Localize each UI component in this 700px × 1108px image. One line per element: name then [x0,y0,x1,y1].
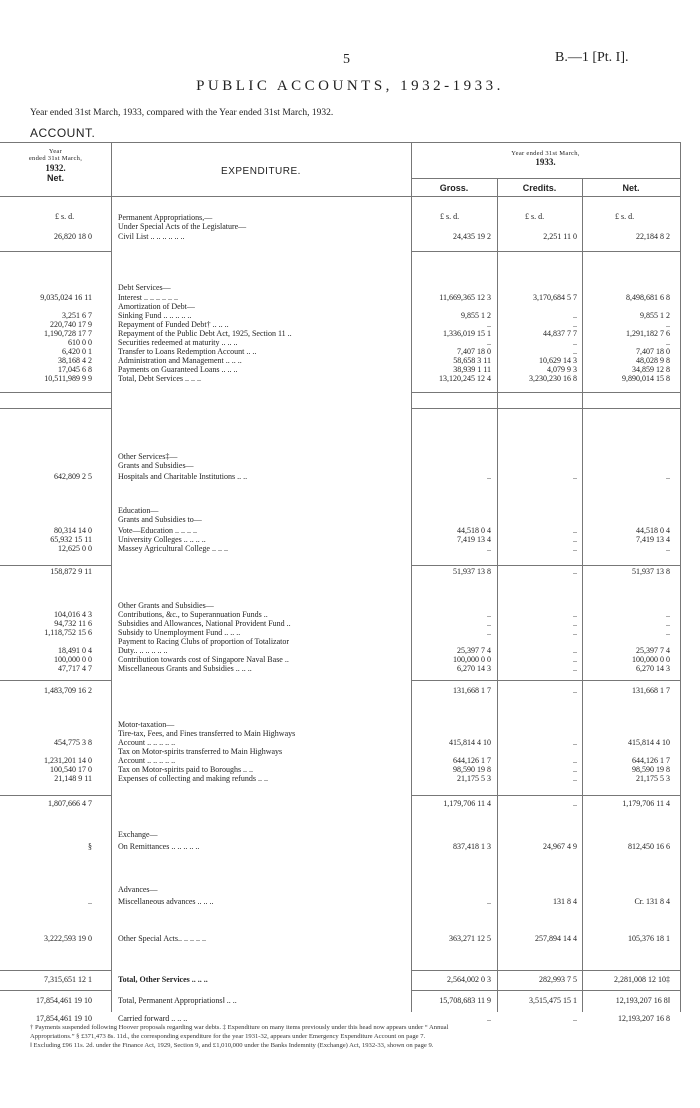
table-top-rule [0,142,680,143]
cell-net: 7,419 13 4 [636,535,670,544]
cell-desc: Miscellaneous advances .. .. .. [118,897,214,906]
cell-gross: .. [487,610,491,619]
cell-credits: 10,629 14 3 [539,356,577,365]
subtotal-rule [411,408,680,409]
cell-desc: Under Special Acts of the Legislature— [118,222,247,231]
cell-credits: .. [573,686,577,695]
cell-desc: Grants and Subsidies to— [118,515,202,524]
cell-net: 51,937 13 8 [632,567,670,576]
cell-gross: 837,418 1 3 [453,842,491,851]
cell-prev: 18,491 0 4 [58,646,92,655]
column-divider [111,142,112,1012]
cell-credits: .. [573,756,577,765]
total-rule [411,970,680,971]
cell-credits: .. [573,338,577,347]
cell-gross: .. [487,338,491,347]
table-row [0,472,700,482]
table-row [0,1014,700,1024]
subtotal-rule [411,392,680,393]
cell-prev: 38,168 4 2 [58,356,92,365]
cell-desc: Interest .. .. .. .. .. .. [118,293,178,302]
cell-prev: 642,809 2 5 [54,472,92,481]
credits-header: Credits. [522,183,557,193]
cell-credits: .. [573,646,577,655]
page-subtitle: Year ended 31st March, 1933, compared with the Year ended 31st March, 1932. [30,108,334,118]
cell-gross: 13,120,245 12 4 [439,374,491,383]
cell-prev: 10,511,989 9 9 [44,374,92,383]
cell-gross: 24,435 19 2 [453,232,491,241]
current-year-label-a: Year ended 31st March, [511,150,580,157]
cell-prev: .. [88,897,92,906]
cell-net: 9,855 1 2 [640,311,670,320]
table-row [0,544,700,554]
cell-gross: 363,271 12 5 [449,934,491,943]
cell-credits: 282,993 7 5 [539,975,577,984]
header-rule-current-year [411,178,680,179]
cell-desc: Sinking Fund .. .. .. .. .. [118,311,192,320]
cell-desc: Tire-tax, Fees, and Fines transferred to Main Highways [118,729,296,738]
cell-desc: Repayment of the Public Debt Act, 1925, Section 11 .. [118,329,292,338]
cell-desc: Other Grants and Subsidies— [118,601,214,610]
cell-net: 2,281,008 12 10‡ [614,975,670,984]
group-rule [0,251,111,252]
table-row [0,232,700,242]
cell-desc: Tax on Motor-spirits paid to Boroughs .. .. [118,765,254,774]
cell-desc: Payment to Racing Clubs of proportion of Totalizator [118,637,290,646]
cell-net: 21,175 5 3 [636,774,670,783]
cell-desc: Debt Services— [118,283,171,292]
cell-net: .. [666,544,670,553]
cell-desc: Civil List .. .. .. .. .. .. [118,232,185,241]
prev-year-label-a: Year [48,148,63,155]
cell-credits: .. [573,765,577,774]
cell-credits: 3,230,230 16 8 [529,374,577,383]
cell-prev: 3,222,593 19 0 [44,934,92,943]
cell-net: 100,000 0 0 [632,655,670,664]
table-row [0,975,700,985]
subtotal-rule [0,408,111,409]
total-rule [411,990,680,991]
cell-desc: Account .. .. .. .. .. [118,756,176,765]
cell-net: 44,518 0 4 [636,526,670,535]
cell-net: 12,193,207 16 8 [618,1014,670,1023]
cell-credits: .. [573,628,577,637]
cell-desc: Duty.. .. .. .. .. .. [118,646,168,655]
cell-net: 98,590 19 8 [632,765,670,774]
cell-net: 9,890,014 15 8 [622,374,670,383]
cell-gross: 1,179,706 11 4 [443,799,491,808]
cell-credits: .. [573,567,577,576]
cell-gross: 15,708,683 11 9 [439,996,491,1005]
document-reference: B.—1 [Pt. I]. [555,50,629,65]
cell-desc: Securities redeemed at maturity .. .. .. [118,338,238,347]
cell-gross: .. [487,320,491,329]
cell-prev: 12,625 0 0 [58,544,92,553]
cell-desc: Administration and Management .. .. .. [118,356,242,365]
cell-gross: 644,126 1 7 [453,756,491,765]
cell-net: 12,193,207 16 8‖ [615,996,670,1005]
cell-prev: 1,190,728 17 7 [44,329,92,338]
cell-credits: .. [573,799,577,808]
cell-desc: Exchange— [118,830,158,839]
footnote-3: ‖ Excluding £96 11s. 2d. under the Finance Act, 1929, Section 9, and £1,010,000 under the Banks Indemnity (Exchange) Act, 1932-33, shown on page 9. [30,1042,434,1049]
cell-prev: 7,315,651 12 1 [44,975,92,984]
cell-desc: Account .. .. .. .. .. [118,738,176,747]
cell-prev: 21,148 9 11 [54,774,92,783]
table-row [0,374,700,384]
table-row [0,461,700,471]
cell-credits: 44,837 7 7 [543,329,577,338]
cell-gross: 131,668 1 7 [453,686,491,695]
prev-year-label-b: ended 31st March, [28,155,83,163]
cell-desc: Other Services‡— [118,452,178,461]
cell-net: 415,814 4 10 [628,738,670,747]
cell-desc: Miscellaneous Grants and Subsidies .. .. .. [118,664,252,673]
subtotal-rule [411,565,680,566]
cell-prev: 100,540 17 0 [50,765,92,774]
footnote-1: † Payments suspended following Hoover proposals regarding war debts. ‡ Expenditure on many items previously under this head now appears under “ Annual [30,1024,449,1031]
cell-desc: On Remittances .. .. .. .. .. [118,842,200,851]
current-year-label-b: 1933. [535,157,556,168]
cell-prev: 454,775 3 8 [54,738,92,747]
table-row [0,996,700,1006]
table-row [0,934,700,944]
cell-gross: 44,518 0 4 [457,526,491,535]
cell-credits: 3,515,475 15 1 [529,996,577,1005]
cell-desc: Contributions, &c., to Superannuation Funds .. [118,610,268,619]
cell-net: .. [666,619,670,628]
cell-net: 644,126 1 7 [632,756,670,765]
units-gross: £ s. d. [440,212,460,221]
cell-prev: 1,118,752 15 6 [44,628,92,637]
cell-credits: .. [573,544,577,553]
cell-prev: 17,854,461 19 10 [36,1014,92,1023]
cell-gross: 2,564,002 0 3 [447,975,491,984]
cell-credits: .. [573,1014,577,1023]
cell-credits: .. [573,738,577,747]
subtotal-rule [0,392,111,393]
table-row [0,664,700,674]
footnote-2: Appropriations.” § £371,473 8s. 11d., the corresponding expenditure for the year 1931-32, appears under Emergency Expenditure Account on page 7. [30,1033,426,1040]
cell-prev: 1,231,201 14 0 [44,756,92,765]
subtotal-rule [411,795,680,796]
total-rule [0,990,111,991]
table-row [0,842,700,852]
cell-prev: 100,000 0 0 [54,655,92,664]
cell-prev: 17,854,461 19 10 [36,996,92,1005]
prev-year-header [0,148,111,184]
cell-gross: 21,175 5 3 [457,774,491,783]
cell-gross: 9,855 1 2 [461,311,491,320]
table-row [0,897,700,907]
cell-net: .. [666,472,670,481]
cell-credits: 257,894 14 4 [535,934,577,943]
cell-net: 1,179,706 11 4 [622,799,670,808]
cell-desc: Motor-taxation— [118,720,175,729]
subtotal-rule [411,680,680,681]
cell-prev: 17,045 6 8 [58,365,92,374]
cell-desc: Education— [118,506,159,515]
cell-prev: 65,932 15 11 [50,535,92,544]
cell-net: 7,407 18 0 [636,347,670,356]
cell-net: 105,376 18 1 [628,934,670,943]
units-prev: £ s. d. [55,212,75,221]
cell-credits: 24,967 4 9 [543,842,577,851]
cell-credits: 2,251 11 0 [543,232,577,241]
cell-gross: 58,658 3 11 [453,356,491,365]
page-title: PUBLIC ACCOUNTS, 1932-1933. [196,78,504,94]
cell-desc: Massey Agricultural College .. .. .. [118,544,228,553]
cell-desc: Repayment of Funded Debt† .. .. .. [118,320,229,329]
table-row [0,830,700,840]
cell-gross: .. [487,1014,491,1023]
cell-net: .. [666,610,670,619]
cell-desc: Total, Other Services .. .. .. [118,975,208,984]
expenditure-header: EXPENDITURE. [221,166,301,177]
cell-credits: .. [573,619,577,628]
cell-credits: 131 8 4 [553,897,577,906]
table-row [0,283,700,293]
net-header: Net. [622,183,640,193]
cell-desc: Tax on Motor-spirits transferred to Main Highways [118,747,283,756]
cell-net: Cr. 131 8 4 [634,897,670,906]
subtotal-rule [0,565,111,566]
cell-credits: .. [573,535,577,544]
cell-desc: Contribution towards cost of Singapore Naval Base .. [118,655,289,664]
cell-credits: .. [573,774,577,783]
cell-gross: 98,590 19 8 [453,765,491,774]
cell-credits: .. [573,347,577,356]
cell-gross: 100,000 0 0 [453,655,491,664]
cell-prev: 94,732 11 6 [54,619,92,628]
cell-credits: .. [573,472,577,481]
table-row [0,567,700,577]
cell-net: .. [666,338,670,347]
cell-desc: Grants and Subsidies— [118,461,194,470]
cell-prev: 3,251 6 7 [62,311,92,320]
cell-credits: .. [573,311,577,320]
cell-credits: .. [573,664,577,673]
cell-gross: .. [487,628,491,637]
cell-credits: .. [573,655,577,664]
cell-desc: Total, Debt Services .. .. .. [118,374,201,383]
cell-desc: Payments on Guaranteed Loans .. .. .. [118,365,238,374]
cell-gross: 7,407 18 0 [457,347,491,356]
table-row [0,799,700,809]
cell-prev: 1,483,709 16 2 [44,686,92,695]
cell-prev: 26,820 18 0 [54,232,92,241]
cell-desc: Carried forward .. .. .. [118,1014,188,1023]
cell-prev: 1,807,666 4 7 [48,799,92,808]
cell-gross: 415,814 4 10 [449,738,491,747]
cell-net: 1,291,182 7 6 [626,329,670,338]
cell-credits: 3,170,684 5 7 [533,293,577,302]
cell-net: 812,450 16 6 [628,842,670,851]
cell-net: 8,498,681 6 8 [626,293,670,302]
cell-prev: 610 0 0 [68,338,92,347]
cell-gross: 11,669,365 12 3 [439,293,491,302]
cell-desc: Hospitals and Charitable Institutions .. .. [118,472,248,481]
cell-gross: 1,336,019 15 1 [443,329,491,338]
cell-prev: 6,420 0 1 [62,347,92,356]
cell-desc: Total, Permanent Appropriations‖ .. .. [118,996,237,1005]
cell-desc: Advances— [118,885,158,894]
units-net: £ s. d. [615,212,635,221]
prev-year-label-c: 1932. [45,162,66,173]
cell-desc: Expenses of collecting and making refunds .. .. [118,774,268,783]
page-number: 5 [343,52,350,67]
total-rule [0,970,111,971]
cell-prev: 9,035,024 16 11 [40,293,92,302]
cell-credits: .. [573,320,577,329]
table-row [0,222,700,232]
cell-credits: .. [573,526,577,535]
subtotal-rule [0,795,111,796]
column-divider [411,142,412,1012]
cell-gross: .. [487,619,491,628]
units-credits: £ s. d. [525,212,545,221]
cell-net: 48,028 9 8 [636,356,670,365]
cell-gross: .. [487,472,491,481]
cell-prev: 104,016 4 3 [54,610,92,619]
cell-desc: Vote—Education .. .. .. .. [118,526,197,535]
subtotal-rule [0,680,111,681]
current-year-header [411,150,680,168]
cell-prev: 80,314 14 0 [54,526,92,535]
section-heading: ACCOUNT. [30,126,96,140]
cell-desc: Amortization of Debt— [118,302,195,311]
cell-gross: 6,270 14 3 [457,664,491,673]
header-bottom-rule [0,196,680,197]
group-rule [411,251,680,252]
gross-header: Gross. [439,183,469,193]
cell-desc: Permanent Appropriations,— [118,213,213,222]
cell-net: .. [666,320,670,329]
cell-net: .. [666,628,670,637]
cell-gross: .. [487,897,491,906]
cell-desc: Transfer to Loans Redemption Account .. .. [118,347,257,356]
column-divider [680,142,681,1012]
cell-net: 6,270 14 3 [636,664,670,673]
cell-desc: University Colleges .. .. .. .. [118,535,206,544]
cell-desc: Other Special Acts.. .. .. .. .. [118,934,206,943]
cell-gross: 7,419 13 4 [457,535,491,544]
cell-net: 25,397 7 4 [636,646,670,655]
cell-net: 34,859 12 8 [632,365,670,374]
cell-gross: 38,939 1 11 [453,365,491,374]
cell-desc: Subsidy to Unemployment Fund .. .. .. [118,628,241,637]
cell-net: 22,184 8 2 [636,232,670,241]
table-row [0,885,700,895]
cell-prev: 47,717 4 7 [58,664,92,673]
cell-net: 131,668 1 7 [632,686,670,695]
cell-prev: 220,740 17 9 [50,320,92,329]
cell-gross: 25,397 7 4 [457,646,491,655]
cell-credits: 4,079 9 3 [547,365,577,374]
cell-credits: .. [573,610,577,619]
cell-desc: Subsidies and Allowances, National Provident Fund .. [118,619,291,628]
prev-net-label: Net. [46,173,64,184]
table-row [0,774,700,784]
table-row [0,686,700,696]
table-row [0,515,700,525]
cell-gross: 51,937 13 8 [453,567,491,576]
cell-prev: § [88,842,92,851]
cell-prev: 158,872 9 11 [50,567,92,576]
cell-gross: .. [487,544,491,553]
